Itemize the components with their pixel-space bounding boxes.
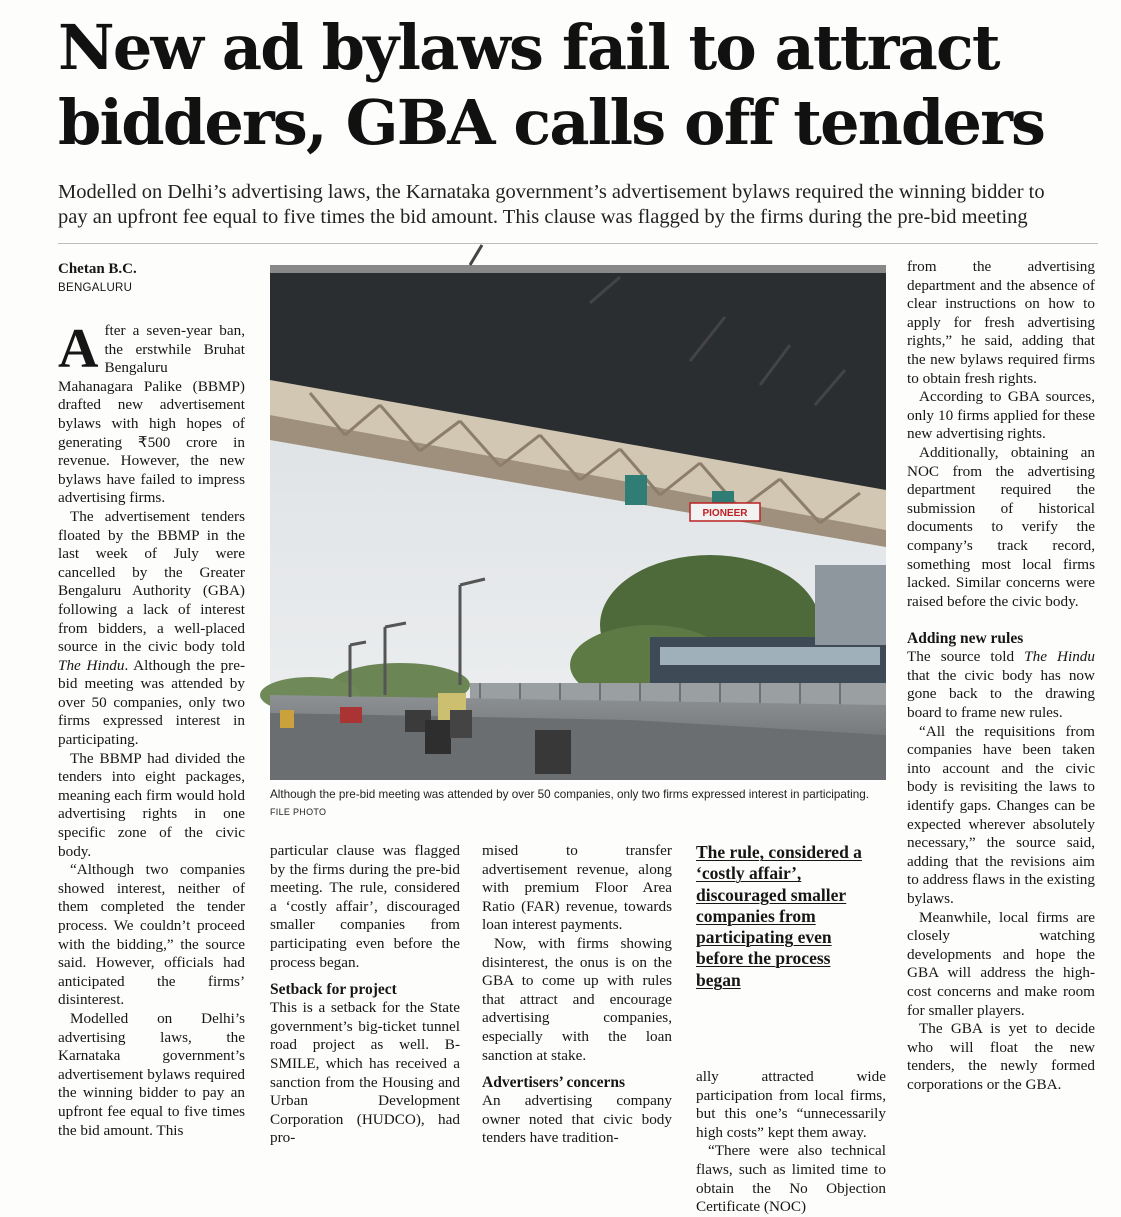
bridge-sign-text: PIONEER bbox=[702, 508, 748, 519]
subheading: Advertisers’ concerns bbox=[482, 1074, 626, 1092]
dateline-place: BENGALURU bbox=[58, 282, 133, 294]
paragraph: The BBMP had divided the tenders into eight packages, meaning each firm would hold advertising rights in one specific zone of the civic body. bbox=[58, 749, 245, 860]
byline bbox=[58, 261, 137, 294]
paragraph: Modelled on Delhi’s advertising laws, the Karnataka government’s advertisement bylaws required the winning bidder to pay an upfront fee equal to five times the bid amount. This bbox=[58, 1009, 245, 1139]
paragraph: Meanwhile, local firms are closely watching developments and hope the GBA will address the high-cost concerns and make room for smaller players. bbox=[907, 908, 1095, 1019]
paragraph: According to GBA sources, only 10 firms applied for these new advertising rights. bbox=[907, 388, 1095, 443]
photo-caption: Although the pre-bid meeting was attended by over 50 companies, only two firms expressed interest in participating. FILE PHOTO bbox=[270, 788, 869, 817]
headline: New ad bylaws fail to attract bidders, GBA calls off tenders bbox=[58, 11, 1045, 159]
paragraph: particular clause was flagged by the firms during the pre-bid meeting. The rule, considered a ‘costly affair’, discouraged smaller companies from participating even before the process began. bbox=[270, 842, 460, 971]
paragraph: The advertisement tenders floated by the BBMP in the last week of July were cancelled by the Greater Bengaluru Authority (GBA) following a lack of interest from bidders, a well-placed source in the civic body told The Hindu. Although the pre-bid meeting was attended by over 50 companies, only two firms expressed interest in participating. bbox=[58, 507, 246, 749]
drop-cap: A bbox=[58, 318, 99, 380]
paragraph: ally attracted wide participation from local firms, but this one’s “unnecessarily high costs” kept them away. bbox=[696, 1068, 886, 1141]
paragraph: “All the requisitions from companies have been taken into account and the civic body is revisiting the laws to identify gaps. Changes can be expected wherever absolutely necessary,” the source said, adding that the revisions aim to address flaws in the existing bylaws. bbox=[907, 722, 1095, 907]
subheading: Setback for project bbox=[270, 981, 397, 999]
paragraph: The source told The Hindu that the civic body has now gone back to the drawing board to frame new rules. bbox=[907, 648, 1095, 722]
subheading: Adding new rules bbox=[907, 630, 1024, 648]
column-1 bbox=[58, 318, 246, 1180]
paragraph: This is a setback for the State government’s big-ticket tunnel road project as well. B-SMILE, which has received a sanction from the Housing and Urban Development Corporation (HUDCO), had pro- bbox=[270, 999, 460, 1147]
author-name: Chetan B.C. bbox=[58, 261, 137, 277]
paragraph: mised to transfer advertisement revenue, along with premium Floor Area Ratio (FAR) revenue, towards loan interest payments. bbox=[482, 842, 672, 934]
paragraph: “Although two companies showed interest, neither of them completed the tender process. We couldn’t proceed with the bidding,” the source said. However, officials had anticipated the firms’ disinterest. bbox=[58, 861, 245, 1009]
pull-quote: The rule, considered a ‘costly affair’, discouraged smaller companies from participating even before the process began bbox=[696, 842, 862, 990]
paragraph: An advertising company owner noted that civic body tenders have tradition- bbox=[482, 1092, 672, 1147]
paragraph: Now, with firms showing disinterest, the onus is on the GBA to come up with rules that attract and encourage advertising companies, especially with the loan sanction at stake. bbox=[482, 934, 672, 1064]
publication-name: The Hindu bbox=[58, 656, 125, 674]
divider-rule bbox=[58, 243, 1098, 244]
column-4 bbox=[696, 1068, 886, 1216]
deck-summary: Modelled on Delhi’s advertising laws, the Karnataka government’s advertisement bylaws required the winning bidder to pay an upfront fee equal to five times the bid amount. This clause was flagged by the firms during the pre-bid meeting bbox=[58, 181, 1045, 228]
paragraph: The GBA is yet to decide who will float the new tenders, the newly formed corporations or the GBA. bbox=[907, 1020, 1095, 1093]
paragraph: from the advertising department and the absence of clear instructions on how to apply for fresh advertising rights,” he said, adding that the new bylaws required firms to obtain fresh rights. bbox=[907, 258, 1095, 387]
paragraph: Additionally, obtaining an NOC from the advertising department required the submission of historical documents to verify the company’s track record, something most local firms lacked. Similar concerns were raised before the civic body. bbox=[907, 443, 1095, 610]
column-5 bbox=[907, 258, 1095, 1180]
news-photo bbox=[270, 265, 886, 780]
column-3 bbox=[482, 842, 672, 1180]
lead-paragraph: After a seven-year ban, the erstwhile Bruhat Bengaluru Mahanagara Palike (BBMP) drafted new advertisement bylaws with high hopes of generating ₹500 crore in revenue. However, the new bylaws have failed to impress advertising firms. bbox=[58, 318, 245, 507]
paragraph: “There were also technical flaws, such as limited time to obtain the No Objection Certificate (NOC) bbox=[696, 1142, 886, 1216]
publication-name: The Hindu bbox=[1024, 648, 1095, 666]
column-2 bbox=[270, 842, 460, 1180]
photo-credit: FILE PHOTO bbox=[270, 807, 327, 817]
